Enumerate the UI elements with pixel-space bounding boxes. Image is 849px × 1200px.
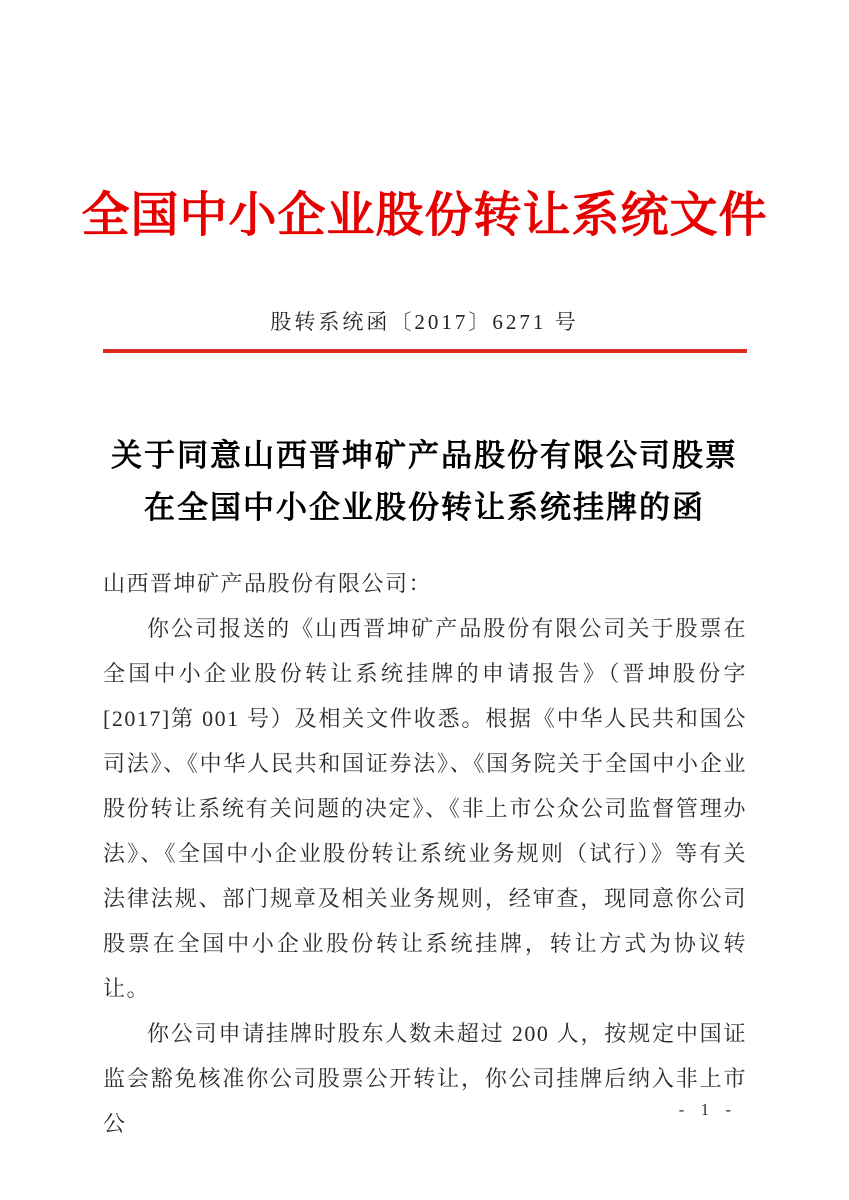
- red-separator-line: [103, 349, 747, 353]
- salutation: 山西晋坤矿产品股份有限公司：: [103, 571, 433, 596]
- body-paragraph: 你公司报送的《山西晋坤矿产品股份有限公司关于股票在全国中小企业股份转让系统挂牌的申请报告》（晋坤股份字[2017]第 001 号）及相关文件收悉。根据《中华人民共和国公司法》、《中华人民共和国证券法》、《国务院关于全国中小企业股份转让系统有关问题的决定》、《非上市公众公司监督管理办法》、《全国中小企业股份转让系统业务规则（试行）》等有关法律法规、部门规章及相关业务规则，经审查，现同意你公司股票在全国中小企业股份转让系统挂牌，转让方式为协议转让。: [103, 616, 747, 1001]
- document-title-line2: 在全国中小企业股份转让系统挂牌的函: [144, 490, 705, 525]
- document-banner-title: 全国中小企业股份转让系统文件: [81, 189, 768, 242]
- document-title-line1: 关于同意山西晋坤矿产品股份有限公司股票: [111, 438, 738, 473]
- document-body: [103, 561, 747, 1146]
- document-number: 股转系统函〔2017〕6271 号: [270, 310, 579, 334]
- page-number: - 1 -: [678, 1100, 737, 1119]
- body-paragraph: 你公司申请挂牌时股东人数未超过 200 人，按规定中国证监会豁免核准你公司股票公开转让，你公司挂牌后纳入非上市公: [103, 1021, 747, 1136]
- document-title: [0, 430, 849, 534]
